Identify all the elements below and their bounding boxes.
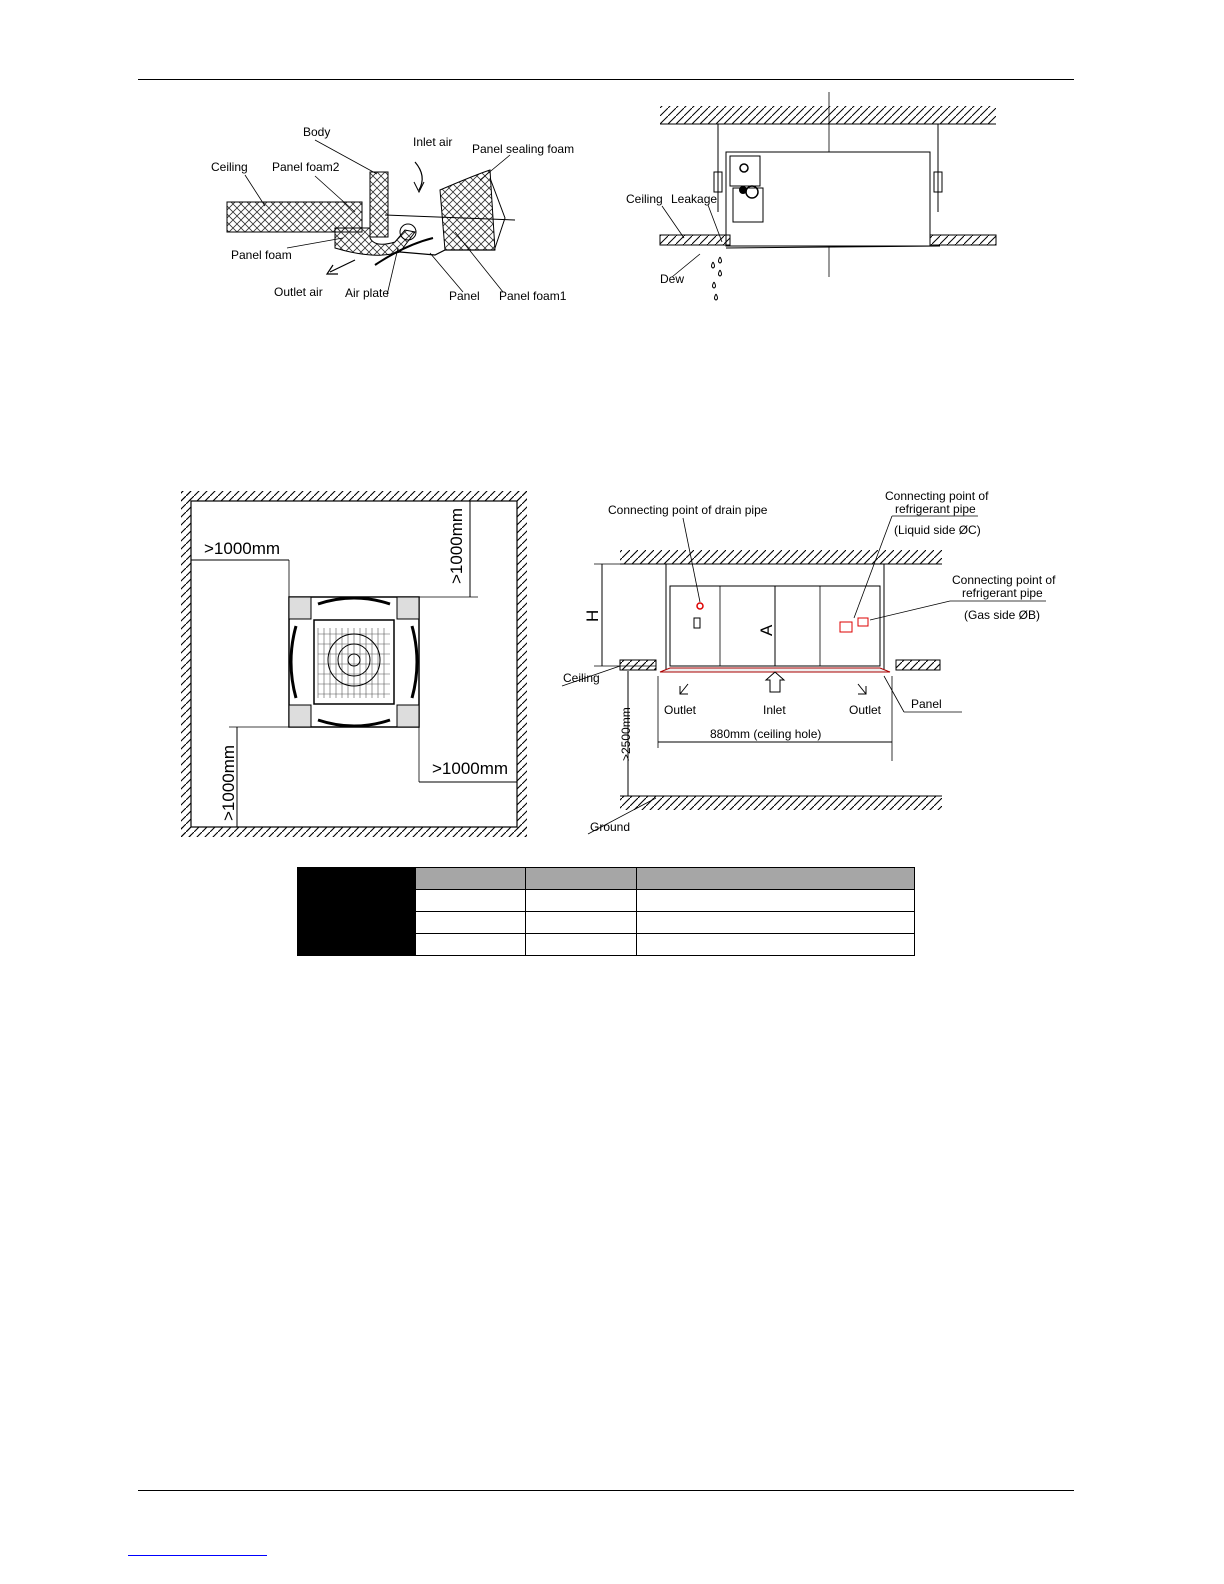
label-gas-line1: Connecting point of — [952, 573, 1056, 587]
label-refrigerant-line2: refrigerant pipe — [895, 502, 976, 516]
label-bottom-left-clearance: >1000mm — [219, 744, 238, 821]
dimension-table — [297, 867, 915, 956]
table-cell — [298, 934, 416, 956]
installation-elevation-figure — [558, 486, 1068, 838]
footer-link-underline[interactable] — [128, 1555, 267, 1556]
table-cell — [526, 912, 637, 934]
table-row — [298, 912, 915, 934]
dew-drops — [712, 257, 722, 300]
indoor-unit-box — [726, 152, 930, 246]
table-cell — [637, 868, 915, 890]
label-panel-foam2: Panel foam2 — [272, 160, 340, 174]
label-gas-line2: refrigerant pipe — [962, 586, 1043, 600]
label-panel: Panel — [911, 697, 942, 711]
table-cell — [298, 868, 416, 890]
label-bottom-right-clearance: >1000mm — [432, 759, 509, 778]
label-panel: Panel — [449, 289, 480, 303]
label-drain-pipe: Connecting point of drain pipe — [608, 503, 768, 517]
body-shape — [370, 172, 388, 237]
table-cell — [526, 868, 637, 890]
label-a: A — [757, 624, 776, 636]
label-panel-sealing-foam: Panel sealing foam — [472, 142, 575, 156]
label-inlet: Inlet — [763, 703, 786, 717]
header-rule — [138, 79, 1074, 80]
table-cell — [298, 890, 416, 912]
label-panel-foam1: Panel foam1 — [499, 289, 567, 303]
table-cell — [416, 868, 526, 890]
table-cell — [416, 890, 526, 912]
label-height-clearance: >2500mm — [619, 707, 633, 761]
label-ceiling: Ceiling — [211, 160, 248, 174]
cassette-unit-top-view — [289, 597, 419, 727]
label-top-clearance: >1000mm — [447, 507, 466, 584]
table-cell — [637, 912, 915, 934]
label-ground: Ground — [590, 820, 631, 834]
label-outlet-right: Outlet — [849, 703, 882, 717]
outlet-air-arrow — [327, 260, 355, 274]
table-cell — [298, 912, 416, 934]
table-row — [298, 934, 915, 956]
table-cell — [416, 934, 526, 956]
label-outlet-left: Outlet — [664, 703, 697, 717]
label-panel-foam: Panel foam — [231, 248, 292, 262]
label-refrigerant-line1: Connecting point of — [885, 489, 989, 503]
table-row — [298, 868, 915, 890]
label-air-plate: Air plate — [345, 286, 390, 300]
label-inlet-air: Inlet air — [413, 135, 453, 149]
label-ceiling-hole: 880mm (ceiling hole) — [710, 727, 822, 741]
label-ceiling: Ceiling — [626, 192, 663, 206]
label-leakage: Leakage — [671, 192, 718, 206]
leakage-dew-figure — [620, 92, 1005, 310]
panel-shape — [400, 250, 495, 255]
panel-sealing-foam-shape — [440, 170, 495, 250]
table-cell — [637, 934, 915, 956]
table-cell — [526, 934, 637, 956]
label-left-clearance: >1000mm — [204, 539, 281, 558]
label-h: H — [583, 609, 602, 622]
label-body: Body — [303, 125, 331, 139]
label-ceiling: Ceiling — [563, 671, 600, 685]
footer-rule — [138, 1490, 1074, 1491]
label-outlet-air: Outlet air — [274, 285, 323, 299]
label-liquid-side: (Liquid side ØC) — [894, 523, 981, 537]
table-cell — [416, 912, 526, 934]
top-slab-hatch — [660, 106, 996, 124]
label-dew: Dew — [660, 272, 685, 286]
clearance-plan-figure — [178, 488, 530, 840]
label-gas-side: (Gas side ØB) — [964, 608, 1041, 622]
table-cell — [637, 890, 915, 912]
panel-cross-section-figure — [205, 120, 580, 310]
table-row — [298, 890, 915, 912]
table-cell — [526, 890, 637, 912]
